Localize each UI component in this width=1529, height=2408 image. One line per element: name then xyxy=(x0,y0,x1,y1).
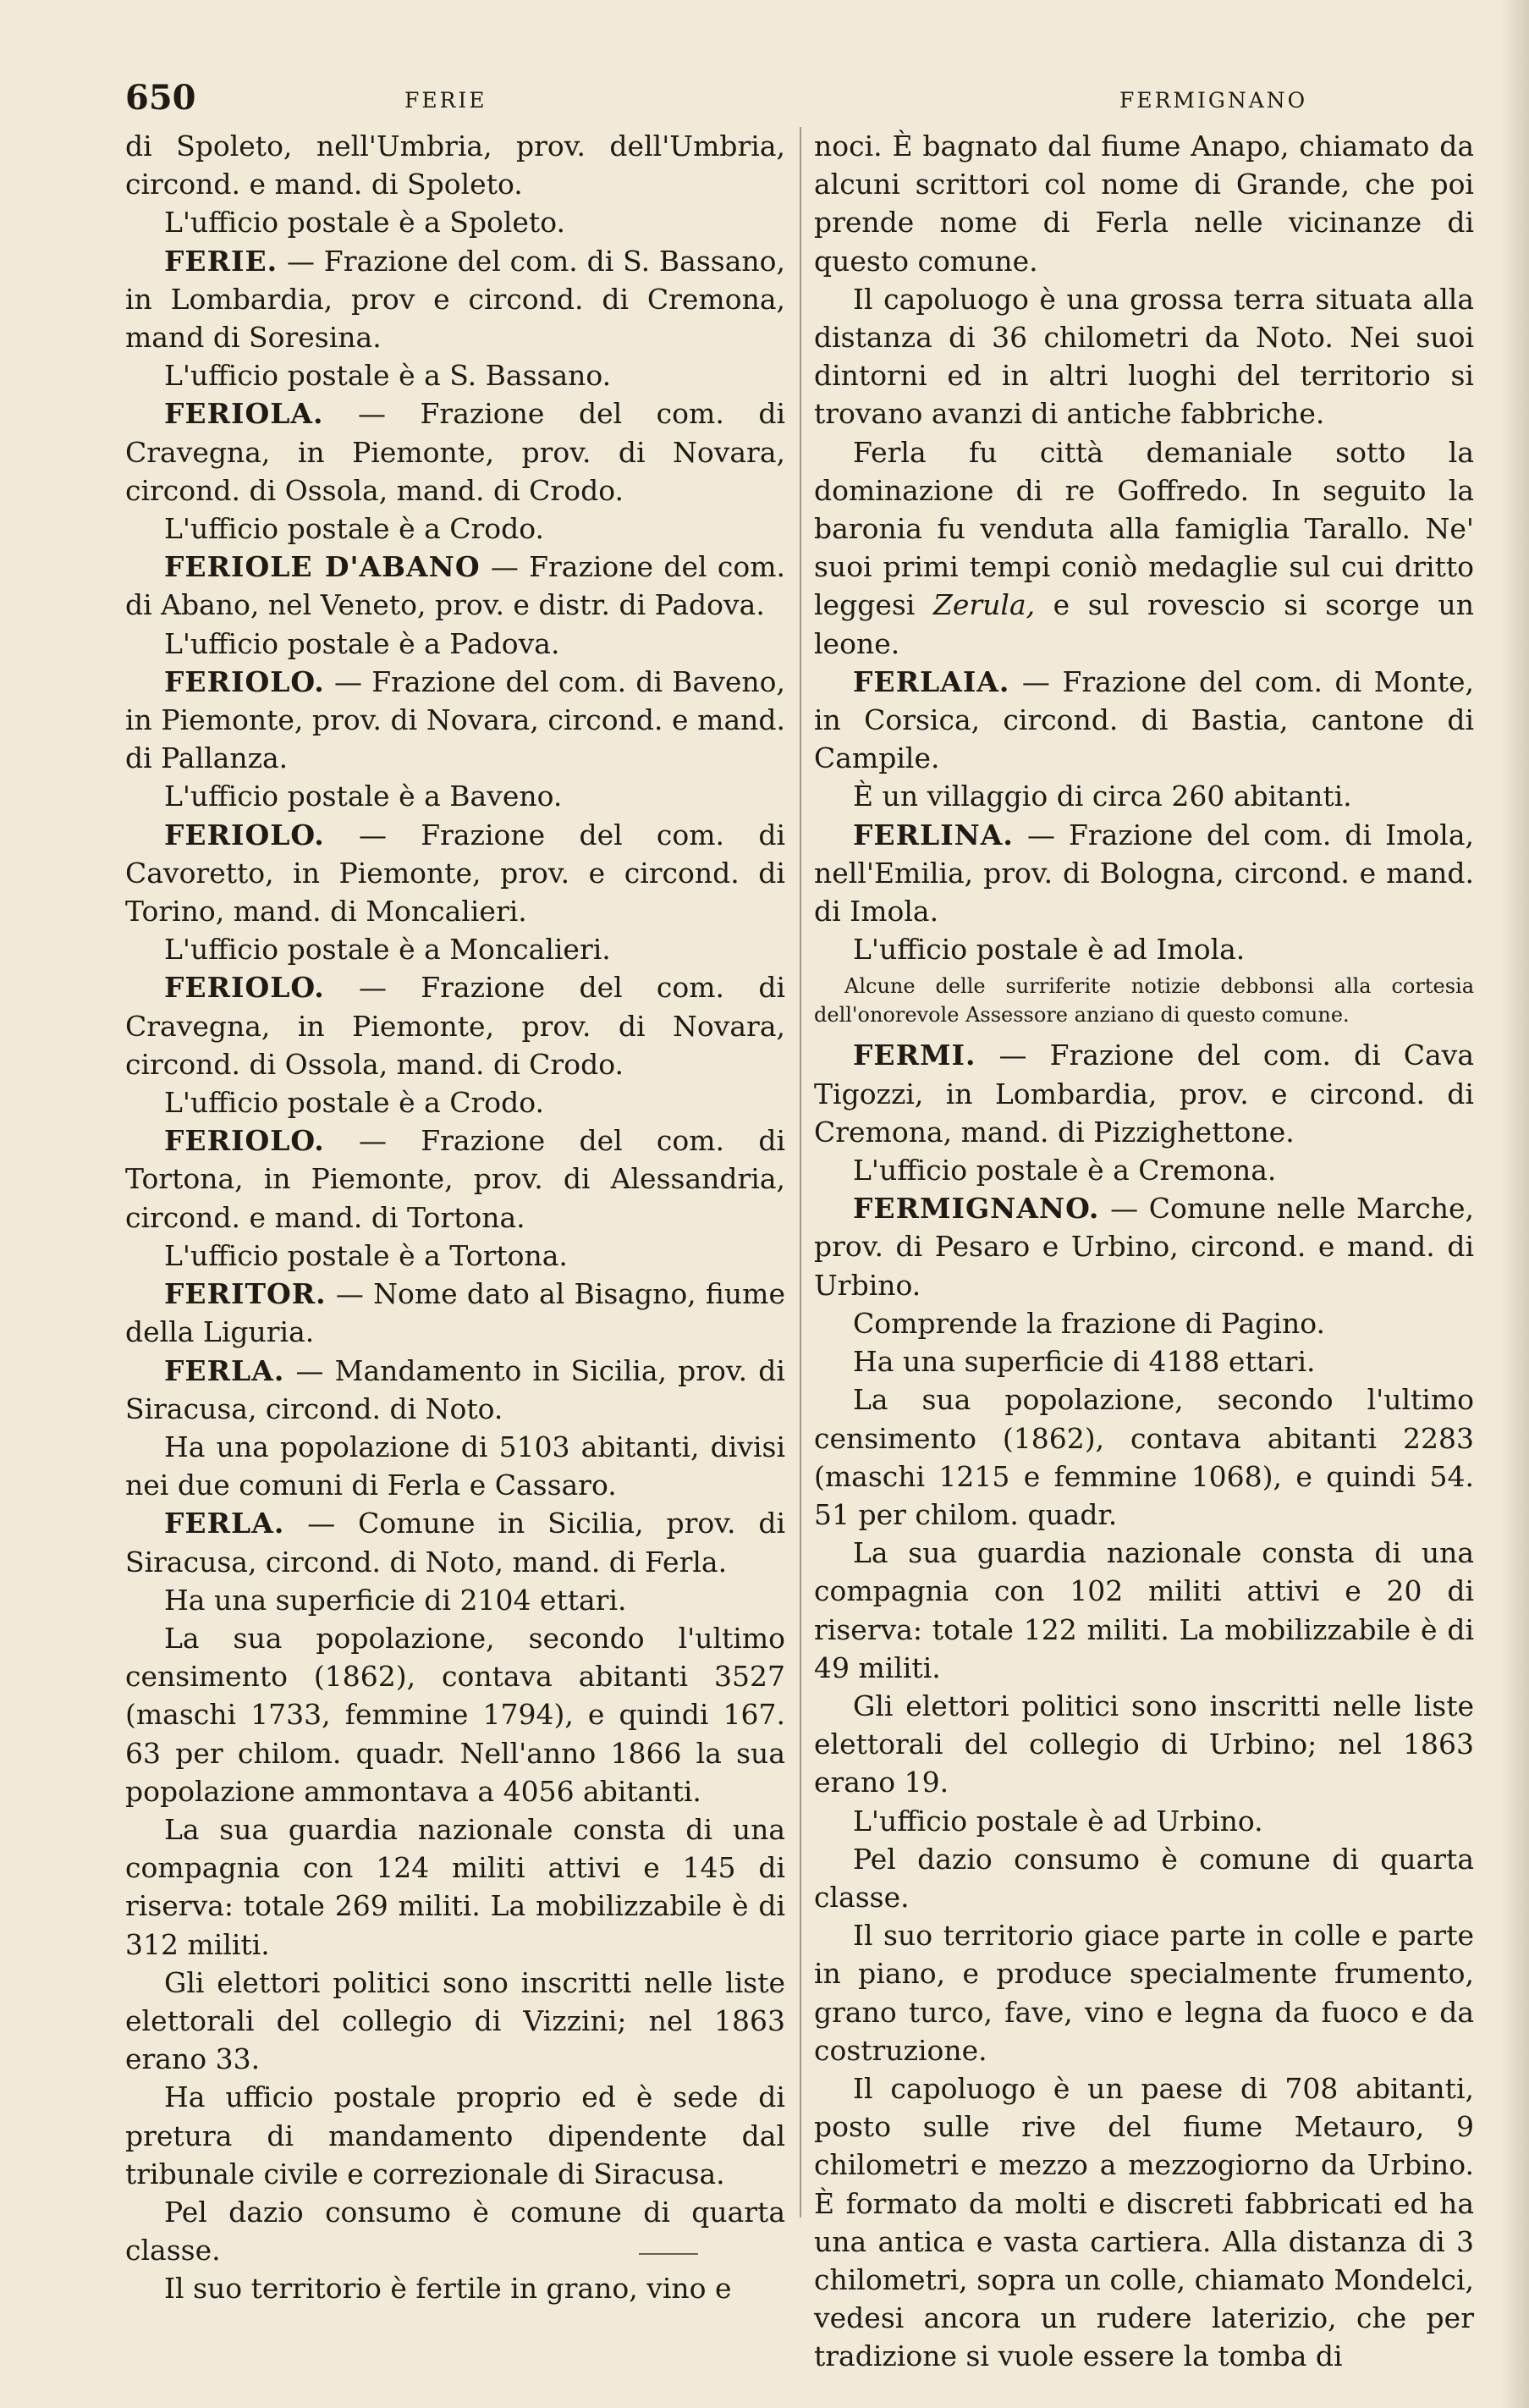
entry-text-continuation: e sul rovescio si scorge un leone. xyxy=(814,588,1475,660)
footnote xyxy=(814,972,1474,1029)
footer-rule xyxy=(639,2253,698,2255)
text-paragraph xyxy=(125,2193,785,2269)
entry-text: L'ufficio postale è ad Urbino. xyxy=(853,1804,1263,1838)
entry-text: L'ufficio postale è a Spoleto. xyxy=(164,206,565,240)
entry-headword: FERIOLO. xyxy=(164,818,325,851)
entry-text: — Frazione del com. di Cravegna, in Piemonte, prov. di Novara, circond. di Ossola, mand. di Crodo. xyxy=(125,971,785,1081)
entry-text: noci. È bagnato dal fiume Anapo, chiamato da alcuni scrittori col nome di Grande, che poi prende nome di Ferla nelle vicinanze di questo comune. xyxy=(814,129,1474,278)
entry-text: — Nome dato al Bisagno, fiume della Liguria. xyxy=(125,1277,785,1349)
entry-text: La sua popolazione, secondo l'ultimo censimento (1862), contava abitanti 2283 (maschi 1215 e femmine 1068), e quindi 54. 51 per chilom. quadr. xyxy=(814,1383,1474,1531)
text-paragraph xyxy=(125,127,785,203)
entry-text: La sua guardia nazionale consta di una compagnia con 102 militi attivi e 20 di riserva: totale 122 militi. La mobilizzabile è di 49 militi. xyxy=(814,1536,1474,1684)
page-header xyxy=(125,78,1428,129)
left-text-column xyxy=(125,127,785,2306)
text-paragraph xyxy=(814,1342,1474,1380)
entry-text: Il suo territorio giace parte in colle e parte in piano, e produce specialmente frumento, grano turco, fave, vino e legna da fuoco e da costruzione. xyxy=(814,1919,1474,2067)
entry-headword: FERLINA. xyxy=(853,818,1014,851)
entry-text: Ha una popolazione di 5103 abitanti, divisi nei due comuni di Ferla e Cassaro. xyxy=(125,1430,785,1502)
dictionary-entry xyxy=(125,394,785,510)
entry-text: L'ufficio postale è a Crodo. xyxy=(164,1086,545,1120)
entry-text: La sua guardia nazionale consta di una compagnia con 124 militi attivi e 145 di riserva: totale 269 militi. La mobilizzabile è di 312 militi. xyxy=(125,1812,785,1961)
dictionary-entry xyxy=(814,1189,1474,1304)
entry-text: Il capoluogo è un paese di 708 abitanti, posto sulle rive del fiume Metauro, 9 chilometri e mezzo a mezzogiorno da Urbino. È formato da molti e discreti fabbricati ed ha una antica e vasta cartiera. Alla distanza di 3 chilometri, sopra un colle, chiamato Mondelci, vedesi ancora un rudere laterizio, che per tradizione si vuole essere la tomba di xyxy=(814,2071,1474,2373)
text-paragraph xyxy=(814,127,1474,280)
dictionary-entry xyxy=(125,548,785,624)
entry-text: — Mandamento in Sicilia, prov. di Siracusa, circond. di Noto. xyxy=(125,1353,785,1425)
entry-headword: FERLA. xyxy=(164,1507,285,1540)
text-paragraph xyxy=(125,1964,785,2079)
entry-headword: FERLA. xyxy=(164,1353,285,1387)
entry-text: — Frazione del com. di Abano, nel Veneto, prov. e distr. di Padova. xyxy=(125,550,785,622)
entry-headword: FERMI. xyxy=(853,1039,976,1072)
entry-text: La sua popolazione, secondo l'ultimo censimento (1862), contava abitanti 3527 (maschi 1733, femmine 1794), e quindi 167. 63 per chilom. quadr. Nell'anno 1866 la sua popolazione ammontava a 4056 abitanti. xyxy=(125,1621,785,1808)
text-paragraph xyxy=(125,2078,785,2193)
text-paragraph xyxy=(125,1581,785,1619)
text-paragraph xyxy=(814,1534,1474,1687)
dictionary-entry xyxy=(814,1036,1474,1151)
text-paragraph xyxy=(125,1428,785,1504)
entry-headword: FERIOLO. xyxy=(164,1124,325,1158)
entry-headword: FERIOLO. xyxy=(164,971,325,1005)
entry-text: — Frazione del com. di Baveno, in Piemonte, prov. di Novara, circond. e mand. di Pallanza. xyxy=(125,664,785,775)
entry-text: L'ufficio postale è a Padova. xyxy=(164,626,560,660)
scan-edge-shadow xyxy=(1500,0,1529,2408)
entry-text: L'ufficio postale è a S. Bassano. xyxy=(164,359,612,393)
dictionary-entry xyxy=(125,816,785,931)
dictionary-entry xyxy=(125,1504,785,1580)
dictionary-entry xyxy=(814,663,1474,778)
text-paragraph xyxy=(125,777,785,815)
entry-text: Ferla fu città demaniale sotto la dominazione di re Goffredo. In seguito la baronia fu venduta alla famiglia Tarallo. Ne' suoi primi tempi coniò medaglie sul cui dritto leggesi xyxy=(814,435,1474,622)
dictionary-entry xyxy=(125,1121,785,1237)
running-head-left: FERIE xyxy=(404,88,487,113)
dictionary-entry xyxy=(125,968,785,1083)
entry-text: Ha una superficie di 4188 ettari. xyxy=(853,1345,1316,1379)
page-number: 650 xyxy=(125,78,196,118)
entry-headword: FERIOLE D'ABANO xyxy=(164,550,481,584)
entry-text: — Frazione del com. di Cravegna, in Piemonte, prov. di Novara, circond. di Ossola, mand. di Crodo. xyxy=(125,397,785,507)
entry-headword: FERITOR. xyxy=(164,1277,327,1311)
text-paragraph xyxy=(814,1916,1474,2069)
entry-text: Il capoluogo è una grossa terra situata alla distanza di 36 chilometri da Noto. Nei suoi dintorni ed in altri luoghi del territorio si trovano avanzi di antiche fabbriche. xyxy=(814,282,1474,431)
text-paragraph xyxy=(814,777,1474,815)
text-paragraph xyxy=(814,1840,1474,1916)
entry-text: L'ufficio postale è a Tortona. xyxy=(164,1238,568,1272)
text-paragraph xyxy=(125,1237,785,1275)
entry-text: L'ufficio postale è ad Imola. xyxy=(853,933,1246,967)
entry-headword: FERIOLA. xyxy=(164,397,324,431)
entry-text: Il suo territorio è fertile in grano, vino e xyxy=(164,2272,732,2306)
text-paragraph xyxy=(125,1619,785,1810)
text-paragraph xyxy=(814,1380,1474,1534)
entry-headword: FERIOLO. xyxy=(164,664,325,698)
text-paragraph xyxy=(125,2269,785,2307)
text-paragraph xyxy=(125,203,785,241)
text-paragraph xyxy=(125,625,785,663)
entry-headword: FERLAIA. xyxy=(853,664,1010,698)
entry-text: — Frazione del com. di Imola, nell'Emilia, prov. di Bologna, circond. e mand. di Imola. xyxy=(814,818,1474,928)
entry-text: — Frazione del com. di Monte, in Corsica, circond. di Bastia, cantone di Campile. xyxy=(814,664,1474,775)
entry-text: L'ufficio postale è a Cremona. xyxy=(853,1154,1277,1187)
text-paragraph xyxy=(814,1151,1474,1189)
text-paragraph xyxy=(814,1304,1474,1342)
text-paragraph xyxy=(125,1083,785,1121)
dictionary-entry xyxy=(125,1352,785,1428)
entry-text: Comprende la frazione di Pagino. xyxy=(853,1306,1325,1340)
entry-text: Ha ufficio postale proprio ed è sede di pretura di mandamento dipendente dal tribunale civile e correzionale di Siracusa. xyxy=(125,2080,785,2190)
entry-text: Ha una superficie di 2104 ettari. xyxy=(164,1583,627,1617)
text-paragraph xyxy=(125,356,785,394)
text-paragraph xyxy=(125,510,785,548)
dictionary-entry xyxy=(814,816,1474,931)
entry-text: Gli elettori politici sono inscritti nelle liste elettorali del collegio di Urbino; nel 1863 erano 19. xyxy=(814,1689,1474,1799)
entry-text: Alcune delle surriferite notizie debbonsi alla cortesia dell'onorevole Assessore anziano di questo comune. xyxy=(814,974,1474,1028)
entry-text: Pel dazio consumo è comune di quarta classe. xyxy=(814,1842,1474,1914)
dictionary-entry xyxy=(125,1275,785,1351)
entry-headword: FERIE. xyxy=(164,244,278,278)
entry-text: Gli elettori politici sono inscritti nelle liste elettorali del collegio di Vizzini; nel 1863 erano 33. xyxy=(125,1965,785,2076)
column-divider xyxy=(800,127,801,2218)
text-paragraph xyxy=(814,433,1474,663)
entry-text: L'ufficio postale è a Crodo. xyxy=(164,512,545,546)
running-head-right: FERMIGNANO xyxy=(1119,88,1308,113)
dictionary-entry xyxy=(125,663,785,778)
entry-text: — Frazione del com. di Tortona, in Piemonte, prov. di Alessandria, circond. e mand. di Tortona. xyxy=(125,1124,785,1234)
text-paragraph xyxy=(814,930,1474,968)
entry-text: — Frazione del com. di Cavoretto, in Piemonte, prov. e circond. di Torino, mand. di Moncalieri. xyxy=(125,818,785,928)
right-text-column xyxy=(814,127,1475,2373)
text-paragraph xyxy=(125,930,785,968)
text-paragraph xyxy=(814,1687,1474,1802)
text-paragraph xyxy=(814,2069,1474,2376)
text-paragraph xyxy=(814,280,1474,433)
dictionary-entry xyxy=(125,242,785,357)
entry-text: È un villaggio di circa 260 abitanti. xyxy=(853,780,1352,813)
text-paragraph xyxy=(814,1802,1474,1840)
entry-text: — Comune nelle Marche, prov. di Pesaro e Urbino, circond. e mand. di Urbino. xyxy=(814,1192,1474,1302)
entry-headword: FERMIGNANO. xyxy=(853,1192,1100,1226)
entry-text: L'ufficio postale è a Moncalieri. xyxy=(164,933,611,967)
entry-text: — Frazione del com. di Cava Tigozzi, in Lombardia, prov. e circond. di Cremona, mand. di Pizzighettone. xyxy=(814,1039,1474,1149)
entry-text: L'ufficio postale è a Baveno. xyxy=(164,780,563,813)
text-paragraph xyxy=(125,1810,785,1964)
entry-text: Pel dazio consumo è comune di quarta classe. xyxy=(125,2195,785,2267)
entry-text: di Spoleto, nell'Umbria, prov. dell'Umbria, circond. e mand. di Spoleto. xyxy=(125,129,785,201)
entry-text: — Comune in Sicilia, prov. di Siracusa, circond. di Noto, mand. di Ferla. xyxy=(125,1507,785,1579)
italic-word: Zerula, xyxy=(932,588,1036,622)
entry-text: — Frazione del com. di S. Bassano, in Lombardia, prov e circond. di Cremona, mand di Soresina. xyxy=(125,244,785,355)
